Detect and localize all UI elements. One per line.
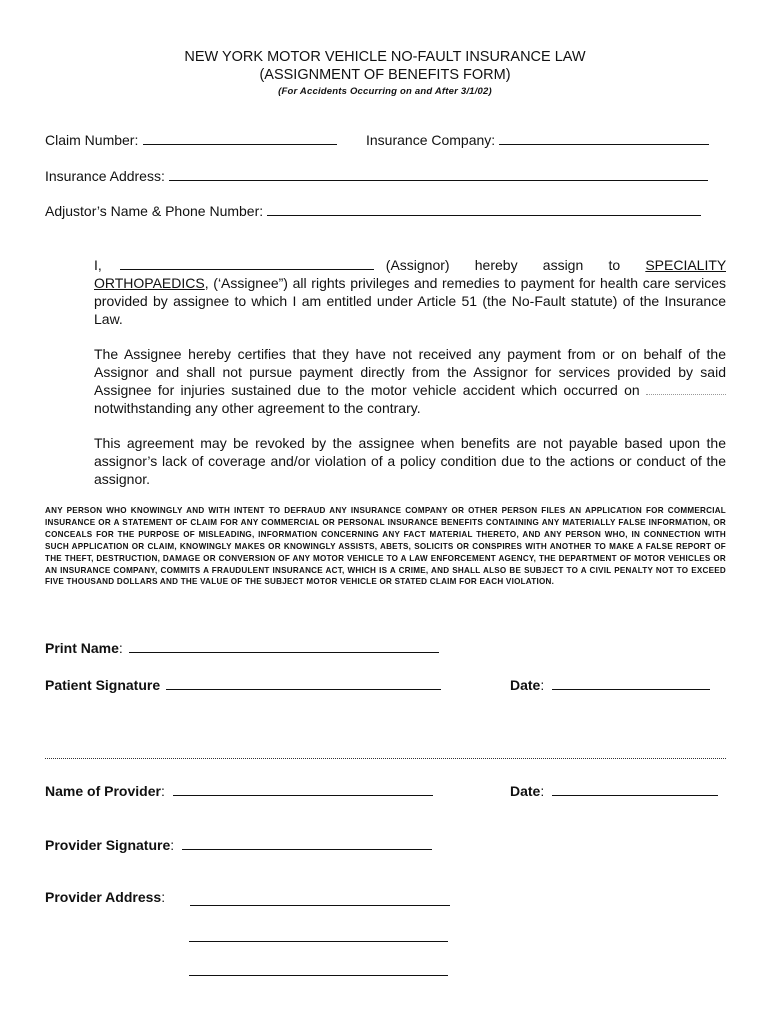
patient-date-row	[510, 676, 710, 693]
adjustor-label: Adjustor’s Name & Phone Number:	[45, 203, 264, 219]
provider-name-field[interactable]	[173, 782, 433, 796]
certification-paragraph	[94, 345, 726, 417]
claim-number-label: Claim Number:	[45, 132, 139, 148]
p3-text: This agreement may be revoked by the assignee when benefits are not payable based upon the assignor’s lack of coverage and/or violation of a policy condition due to the actions or conduct of the assignor.	[94, 435, 726, 487]
patient-date-colon: :	[540, 677, 545, 693]
form-title-line1: NEW YORK MOTOR VEHICLE NO-FAULT INSURANCE LAW	[184, 49, 586, 65]
p1-assignor-text: (Assignor) hereby assign to	[385, 257, 621, 273]
assignee-name-a: SPECIALITY	[645, 257, 726, 273]
assignee-name-b: ORTHOPAEDICS	[94, 275, 205, 291]
p1-start: I,	[94, 257, 102, 273]
insurance-company-field[interactable]	[499, 131, 709, 145]
form-title-line2: (ASSIGNMENT OF BENEFITS FORM)	[259, 67, 511, 83]
provider-address-line-3[interactable]	[189, 974, 448, 976]
provider-signature-label: Provider Signature	[45, 837, 171, 853]
insurance-address-label: Insurance Address:	[45, 168, 165, 184]
provider-address-label: Provider Address	[45, 889, 162, 905]
provider-address-colon: :	[161, 889, 166, 905]
print-name-label: Print Name	[45, 640, 119, 656]
p2-text: The Assignee hereby certifies that they have not received any payment from or on behalf of the Assignor and shall not pursue payment directly from the Assignor for services provided by said Assignee for injuries sustained due to the motor vehicle accident which occurred on	[94, 346, 726, 398]
provider-date-label: Date	[510, 783, 541, 799]
patient-date-label: Date	[510, 677, 541, 693]
patient-signature-field[interactable]	[166, 676, 441, 690]
provider-name-label: Name of Provider	[45, 783, 161, 799]
insurance-address-field[interactable]	[169, 167, 708, 181]
provider-date-colon: :	[540, 783, 545, 799]
fraud-warning: ANY PERSON WHO KNOWINGLY AND WITH INTENT TO DEFRAUD ANY INSURANCE COMPANY OR OTHER PERSON FILES AN APPLICATION FOR COMMERCIAL INSURANCE OR A STATEMENT OF CLAIM FOR ANY COMMERCIAL OR PERSONAL INSURANCE BENEFITS CONTAINING ANY MATERIALLY FALSE INFORMATION, OR CONCEALS FOR THE PURPOSE OF MISLEADING, INFORMATION CONCERNING ANY FACT MATERIAL THERETO, AND ANY PERSON WHO, IN CONNECTION WITH SUCH APPLICATION OR CLAIM, KNOWINGLY MAKES OR KNOWINGLY ASSISTS, ABETS, SOLICITS OR CONSPIRES WITH ANOTHER TO MAKE A FALSE REPORT OF THE THEFT, DESTRUCTION, DAMAGE OR CONVERSION OF ANY MOTOR VEHICLE TO A LAW ENFORCEMENT AGENCY, THE DEPARTMENT OF MOTOR VEHICLES OR AN INSURANCE COMPANY, COMMITS A FRAUDULENT INSURANCE ACT, WHICH IS A CRIME, AND SHALL ALSO BE SUBJECT TO A CIVIL PENALTY NOT TO EXCEED FIVE THOUSAND DOLLARS AND THE VALUE OF THE SUBJECT MOTOR VEHICLE OR STATED CLAIM FOR EACH VIOLATION.	[45, 506, 726, 587]
provider-date-field[interactable]	[552, 782, 718, 796]
provider-signature-row	[45, 836, 432, 853]
patient-signature-row	[45, 676, 441, 693]
provider-name-row	[45, 782, 433, 799]
revocation-paragraph	[94, 434, 726, 488]
assignment-paragraph	[94, 256, 726, 328]
adjustor-field[interactable]	[267, 202, 701, 216]
p2-end: notwithstanding any other agreement to the contrary.	[94, 400, 421, 416]
print-name-colon: :	[118, 640, 123, 656]
provider-address-line-1[interactable]	[190, 904, 450, 906]
print-name-row	[45, 639, 439, 656]
print-name-field[interactable]	[129, 639, 439, 653]
assignor-name-field[interactable]	[120, 257, 374, 270]
provider-signature-colon: :	[170, 837, 175, 853]
insurance-address-row	[45, 167, 708, 184]
section-separator	[45, 757, 726, 759]
provider-signature-field[interactable]	[182, 836, 432, 850]
provider-name-colon: :	[160, 783, 165, 799]
provider-address-row	[45, 889, 165, 905]
patient-date-field[interactable]	[552, 676, 710, 690]
provider-address-line-2[interactable]	[189, 940, 448, 942]
claim-number-row	[45, 131, 337, 148]
claim-number-field[interactable]	[143, 131, 337, 145]
form-subtitle: (For Accidents Occurring on and After 3/1/02)	[278, 86, 492, 97]
patient-signature-label: Patient Signature	[45, 677, 161, 693]
insurance-company-row	[366, 131, 709, 148]
insurance-company-label: Insurance Company:	[366, 132, 496, 148]
provider-date-row	[510, 782, 718, 799]
p1-rest: , (‘Assignee”) all rights privileges and remedies to payment for health care services provided by assignee to which I am entitled under Article 51 (the No-Fault statute) of the Insurance Law.	[94, 275, 726, 327]
adjustor-row	[45, 202, 701, 219]
accident-date-field[interactable]	[646, 382, 726, 395]
